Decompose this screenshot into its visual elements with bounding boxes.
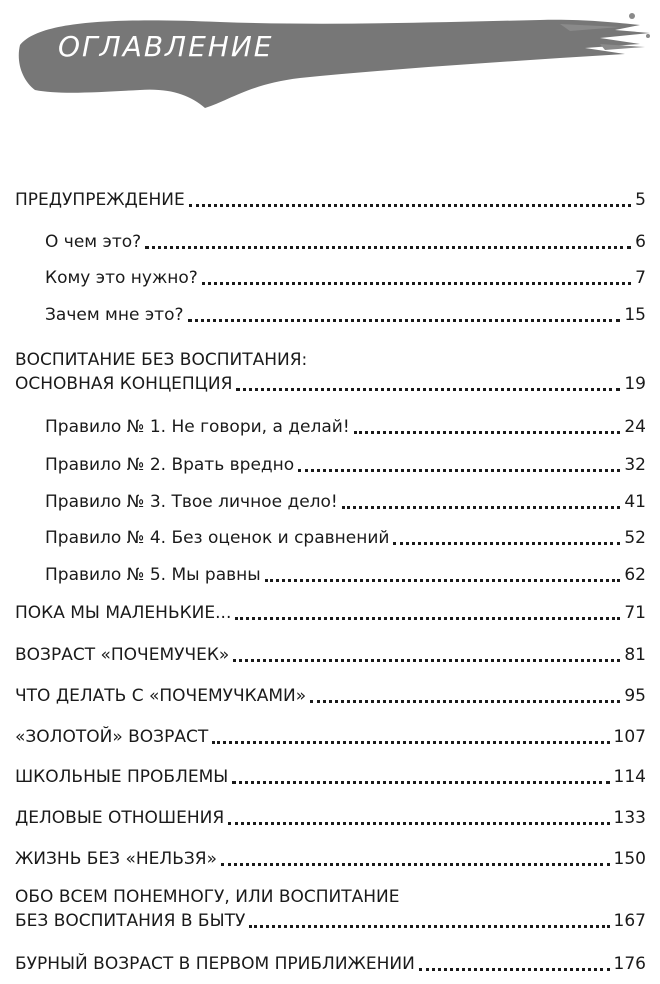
toc-entry-title: ПРЕДУПРЕЖДЕНИЕ <box>15 190 185 210</box>
toc-entry-page: 133 <box>613 808 646 828</box>
toc-entry-title: ВОЗРАСТ «ПОЧЕМУЧЕК» <box>15 645 230 665</box>
toc-entry-title: БЕЗ ВОСПИТАНИЯ В БЫТУ <box>15 911 246 931</box>
toc-entry-title: ЧТО ДЕЛАТЬ С «ПОЧЕМУЧКАМИ» <box>15 686 307 706</box>
brush-stroke-decoration <box>0 0 660 130</box>
toc-entry-page: 41 <box>624 492 646 512</box>
leader-dots <box>232 767 609 784</box>
toc-entry-page: 19 <box>624 374 646 394</box>
leader-dots <box>298 455 620 472</box>
leader-dots <box>342 492 621 509</box>
leader-dots <box>249 911 609 928</box>
page-title: ОГЛАВЛЕНИЕ <box>58 30 274 63</box>
toc-entry-title: Правило № 4. Без оценок и сравнений <box>45 528 390 548</box>
toc-entry-title: Правило № 5. Мы равны <box>45 565 261 585</box>
leader-dots <box>236 374 620 391</box>
toc-entry-title: «ЗОЛОТОЙ» ВОЗРАСТ <box>15 727 209 747</box>
toc-entry-page: 95 <box>624 686 646 706</box>
toc-entry-page: 150 <box>613 849 646 869</box>
toc-entry-title: Правило № 1. Не говори, а делай! <box>45 417 350 437</box>
leader-dots <box>189 190 631 207</box>
toc-entry-page: 52 <box>624 528 646 548</box>
toc-entry-page: 7 <box>635 268 646 288</box>
toc-entry-title: ДЕЛОВЫЕ ОТНОШЕНИЯ <box>15 808 225 828</box>
toc-entry-title: Кому это нужно? <box>45 268 198 288</box>
leader-dots <box>202 268 631 285</box>
toc-entry-page: 107 <box>613 727 646 747</box>
toc-entry-title-line1: ВОСПИТАНИЕ БЕЗ ВОСПИТАНИЯ: <box>15 350 308 370</box>
toc-entry-page: 114 <box>613 767 646 787</box>
leader-dots <box>145 232 631 249</box>
toc-entry-page: 32 <box>624 455 646 475</box>
toc-entry-title: ОСНОВНАЯ КОНЦЕПЦИЯ <box>15 374 233 394</box>
toc-entry-title: ЖИЗНЬ БЕЗ «НЕЛЬЗЯ» <box>15 849 217 869</box>
toc-entry-title: О чем это? <box>45 232 142 252</box>
leader-dots <box>265 565 621 582</box>
toc-entry-page: 24 <box>624 417 646 437</box>
toc-entry-page: 62 <box>624 565 646 585</box>
leader-dots <box>235 603 620 620</box>
leader-dots <box>393 528 620 545</box>
toc-entry-page: 5 <box>635 190 646 210</box>
toc-entry-title: БУРНЫЙ ВОЗРАСТ В ПЕРВОМ ПРИБЛИЖЕНИИ <box>15 954 415 974</box>
toc-entry-title: Правило № 3. Твое личное дело! <box>45 492 338 512</box>
leader-dots <box>221 849 610 866</box>
leader-dots <box>188 305 621 322</box>
toc-entry-page: 81 <box>624 645 646 665</box>
leader-dots <box>354 417 621 434</box>
toc-entry-page: 176 <box>613 954 646 974</box>
toc-entry-page: 15 <box>624 305 646 325</box>
header-banner <box>0 0 660 130</box>
toc-entry-page: 167 <box>613 911 646 931</box>
toc-entry-title: Правило № 2. Врать вредно <box>45 455 295 475</box>
toc-entry-page: 71 <box>624 603 646 623</box>
toc-entry-page: 6 <box>635 232 646 252</box>
leader-dots <box>228 808 609 825</box>
leader-dots <box>212 727 609 744</box>
toc-entry-title-line1: ОБО ВСЕМ ПОНЕМНОГУ, ИЛИ ВОСПИТАНИЕ <box>15 887 400 907</box>
leader-dots <box>310 686 620 703</box>
toc-entry-title: Зачем мне это? <box>45 305 184 325</box>
leader-dots <box>233 645 620 662</box>
leader-dots <box>419 954 610 971</box>
toc-entry-title: ПОКА МЫ МАЛЕНЬКИЕ... <box>15 603 232 623</box>
toc-entry-title: ШКОЛЬНЫЕ ПРОБЛЕМЫ <box>15 767 229 787</box>
